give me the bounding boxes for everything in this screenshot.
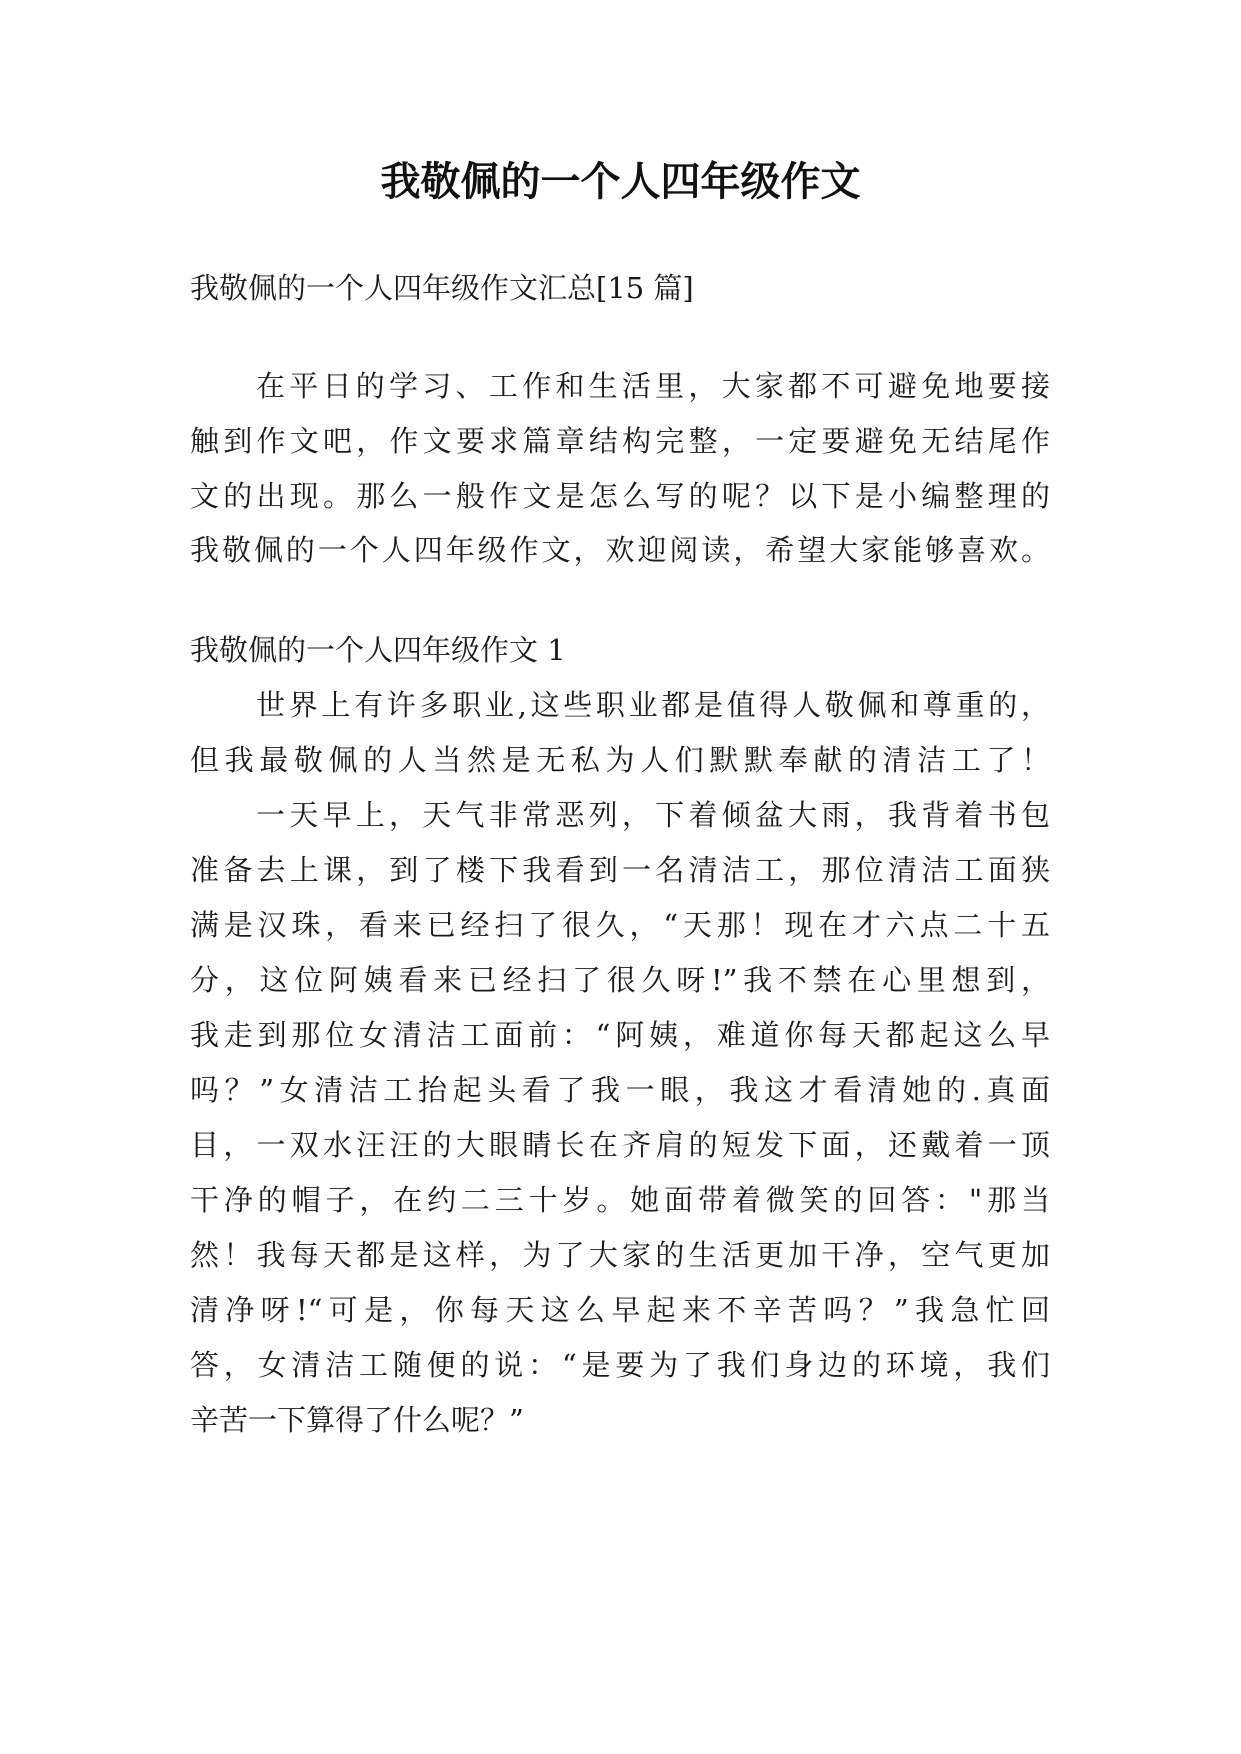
paragraph-line: 满是汉珠，看来已经扫了很久，“天那！现在才六点二十五 (190, 908, 1050, 942)
paragraph-line: 世界上有许多职业,这些职业都是值得人敬佩和尊重的， (256, 688, 1050, 722)
document-title: 我敬佩的一个人四年级作文 (380, 159, 861, 205)
paragraph-line: 辛苦一下算得了什么呢？” (190, 1403, 524, 1437)
document-subtitle: 我敬佩的一个人四年级作文汇总[15 篇] (190, 271, 694, 305)
paragraph-line: 干净的帽子，在约二三十岁。她面带着微笑的回答："那当 (190, 1183, 1050, 1217)
paragraph-line: 然！我每天都是这样，为了大家的生活更加干净，空气更加 (190, 1238, 1050, 1272)
paragraph-line: 我走到那位女清洁工面前：“阿姨，难道你每天都起这么早 (190, 1018, 1050, 1052)
paragraph-line: 一天早上，天气非常恶列，下着倾盆大雨，我背着书包 (256, 798, 1050, 832)
paragraph-line: 准备去上课，到了楼下我看到一名清洁工，那位清洁工面狭 (190, 853, 1050, 887)
paragraph-line: 目，一双水汪汪的大眼睛长在齐肩的短发下面，还戴着一顶 (190, 1128, 1050, 1162)
paragraph-line: 清净呀!“可是，你每天这么早起来不辛苦吗？”我急忙回 (190, 1293, 1050, 1327)
section-heading: 我敬佩的一个人四年级作文 1 (190, 633, 566, 667)
paragraph-line: 但我最敬佩的人当然是无私为人们默默奉献的清洁工了！ (190, 743, 1050, 777)
paragraph-line: 答，女清洁工随便的说：“是要为了我们身边的环境，我们 (190, 1348, 1050, 1382)
intro-line: 文的出现。那么一般作文是怎么写的呢？以下是小编整理的 (190, 479, 1050, 513)
intro-line: 在平日的学习、工作和生活里，大家都不可避免地要接 (256, 369, 1050, 403)
intro-line: 我敬佩的一个人四年级作文，欢迎阅读，希望大家能够喜欢。 (190, 533, 1050, 567)
intro-line: 触到作文吧，作文要求篇章结构完整，一定要避免无结尾作 (190, 424, 1050, 458)
paragraph-line: 分，这位阿姨看来已经扫了很久呀!”我不禁在心里想到， (190, 963, 1050, 997)
paragraph-line: 吗？”女清洁工抬起头看了我一眼，我这才看清她的.真面 (190, 1073, 1050, 1107)
